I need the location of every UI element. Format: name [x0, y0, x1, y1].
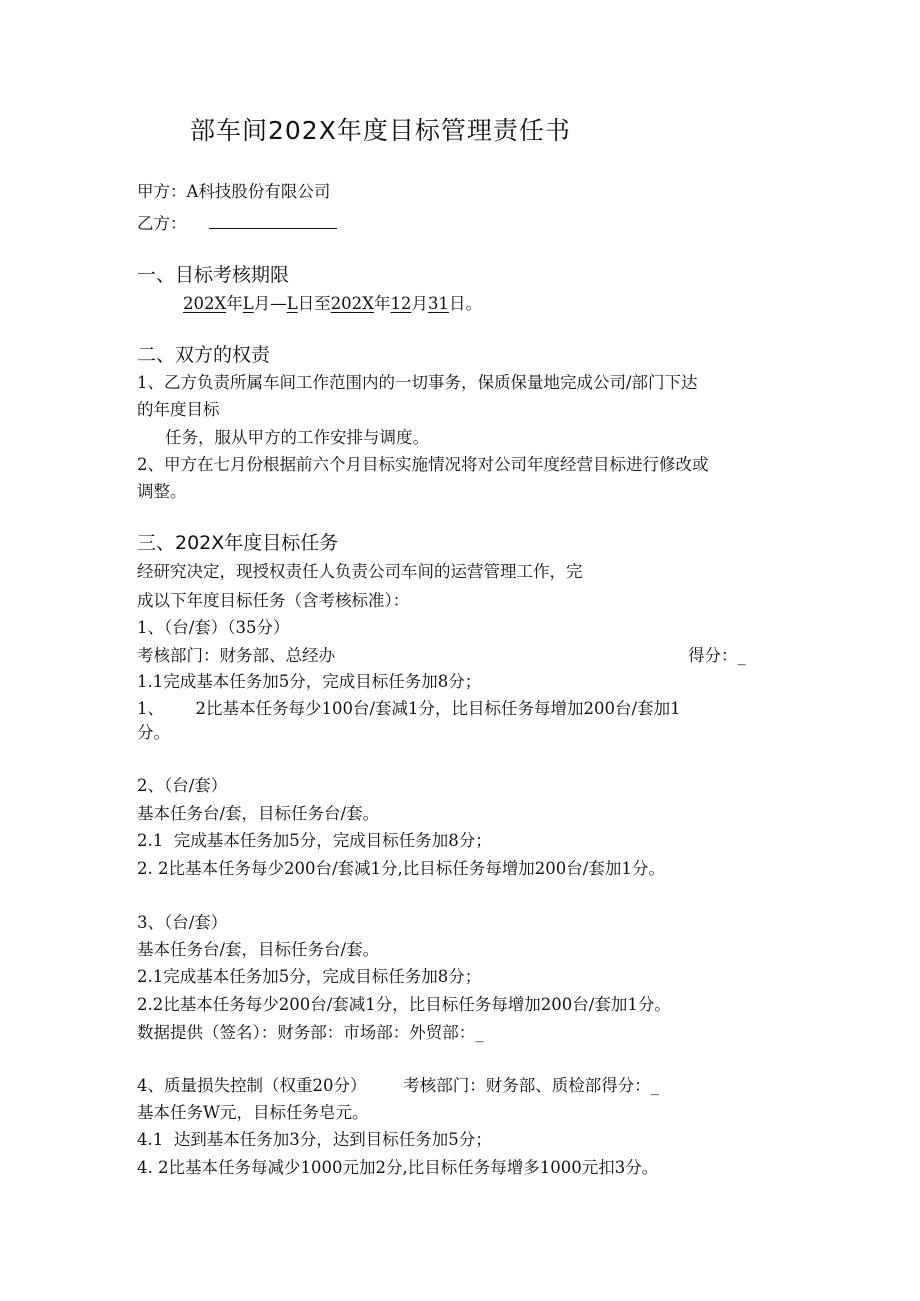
sec2-line-5: 调整。 — [137, 482, 187, 501]
item4-heading: 4、质量损失控制（权重20分） 考核部门：财务部、质检部得分：_ — [137, 1076, 659, 1095]
item3-rule-2: 2.2比基本任务每少200台/套减1分，比目标任务每增加200台/套加1分。 — [137, 995, 671, 1014]
item1-score: 得分：_ — [688, 646, 746, 665]
item4-rule-1: 4.1 达到基本任务加3分，达到目标任务加5分； — [137, 1130, 492, 1149]
item1-dept: 考核部门：财务部、总经办 — [137, 646, 335, 665]
sec2-line-2: 的年度目标 — [137, 400, 220, 419]
party-a: 甲方：A科技股份有限公司 — [137, 182, 331, 201]
item1-heading: 1、（台/套）（35分） — [137, 618, 290, 637]
sec2-line-4: 2、甲方在七月份根据前六个月目标实施情况将对公司年度经营目标进行修改或 — [137, 455, 709, 474]
item1-rule-3: 分。 — [137, 723, 170, 742]
section-2-heading: 二、双方的权责 — [137, 344, 271, 366]
item2-base: 基本任务台/套，目标任务台/套。 — [137, 804, 380, 823]
item3-rule-1: 2.1完成基本任务加5分，完成目标任务加8分； — [137, 967, 482, 986]
item3-heading: 3、（台/套） — [137, 913, 228, 932]
document-title: 部车间202X年度目标管理责任书 — [190, 116, 571, 145]
item2-rule-1: 2.1 完成基本任务加5分，完成目标任务加8分； — [137, 831, 492, 850]
period-line: 202X年L月—L日至202X年12月31日。 — [183, 294, 482, 313]
sec2-line-1: 1、乙方负责所属车间工作范围内的一切事务，保质保量地完成公司/部门下达 — [137, 373, 698, 392]
item3-data-provider: 数据提供（签名）：财务部：市场部：外贸部：_ — [137, 1023, 484, 1042]
section-3-heading: 三、202X年度目标任务 — [137, 532, 339, 554]
party-b — [137, 212, 337, 236]
item4-base: 基本任务W元，目标任务皂元。 — [137, 1103, 369, 1122]
section-1-heading: 一、目标考核期限 — [137, 264, 290, 286]
item1-rule-2: 1、 2比基本任务每少100台/套减1分，比目标任务每增加200台/套加1 — [137, 699, 681, 718]
item2-rule-2: 2. 2比基本任务每少200台/套减1分,比目标任务每增加200台/套加1分。 — [137, 859, 665, 878]
party-b-label: 乙方： — [137, 214, 187, 233]
sec2-line-3: 任务，服从甲方的工作安排与调度。 — [165, 428, 429, 447]
sec3-intro-2: 成以下年度目标任务（含考核标准）： — [137, 591, 410, 610]
item2-heading: 2、（台/套） — [137, 776, 228, 795]
item1-rule-1: 1.1完成基本任务加5分，完成目标任务加8分； — [137, 672, 482, 691]
sec3-intro-1: 经研究决定，现授权责任人负责公司车间的运营管理工作，完 — [137, 562, 583, 581]
item3-base: 基本任务台/套，目标任务台/套。 — [137, 940, 380, 959]
party-b-blank — [209, 214, 337, 229]
item4-rule-2: 4. 2比基本任务每减少1000元加2分,比目标任务每增多1000元扣3分。 — [137, 1158, 659, 1177]
